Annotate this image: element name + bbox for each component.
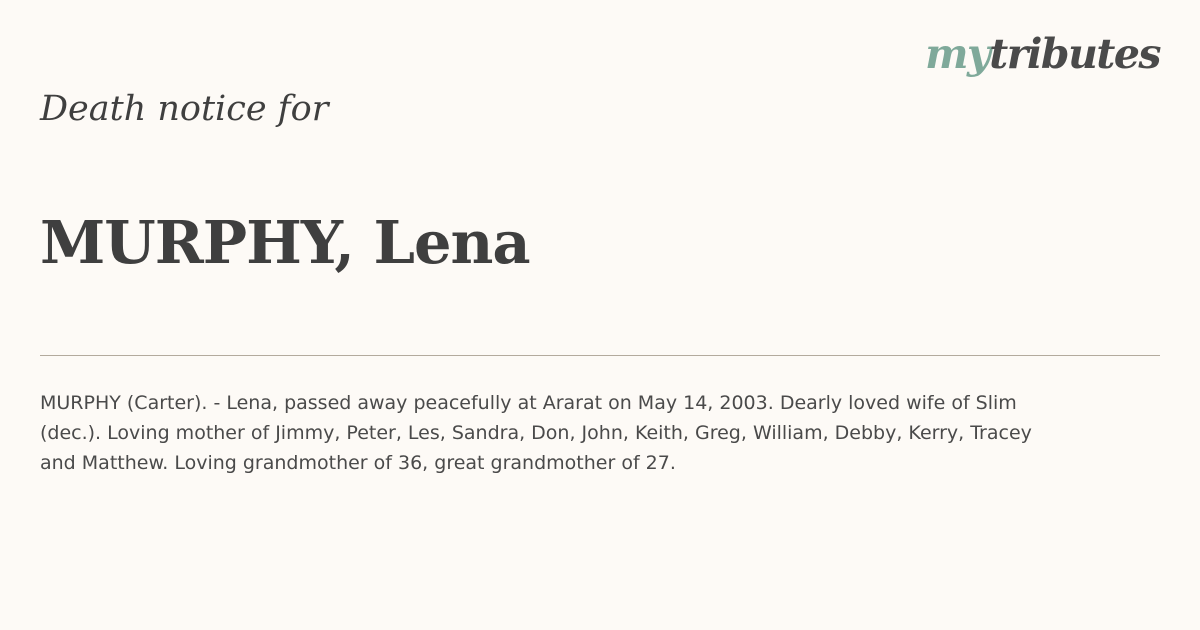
deceased-name: MURPHY, Lena [40, 208, 530, 277]
notice-text: MURPHY (Carter). - Lena, passed away peacefully at Ararat on May 14, 2003. Dearly loved wife of Slim (dec.). Loving mother of Jimmy, Peter, Les, Sandra, Don, John, Keith, Greg, William, Debby, Kerry, Tracey and Matthew. Loving grandmother of 36, great grandmother of 27. [40, 392, 1032, 474]
logo-prefix: my [925, 30, 990, 78]
logo-suffix: tributes [989, 30, 1160, 78]
notice-kicker: Death notice for [40, 89, 329, 129]
divider [40, 355, 1160, 356]
mytributes-logo[interactable] [925, 30, 1160, 78]
